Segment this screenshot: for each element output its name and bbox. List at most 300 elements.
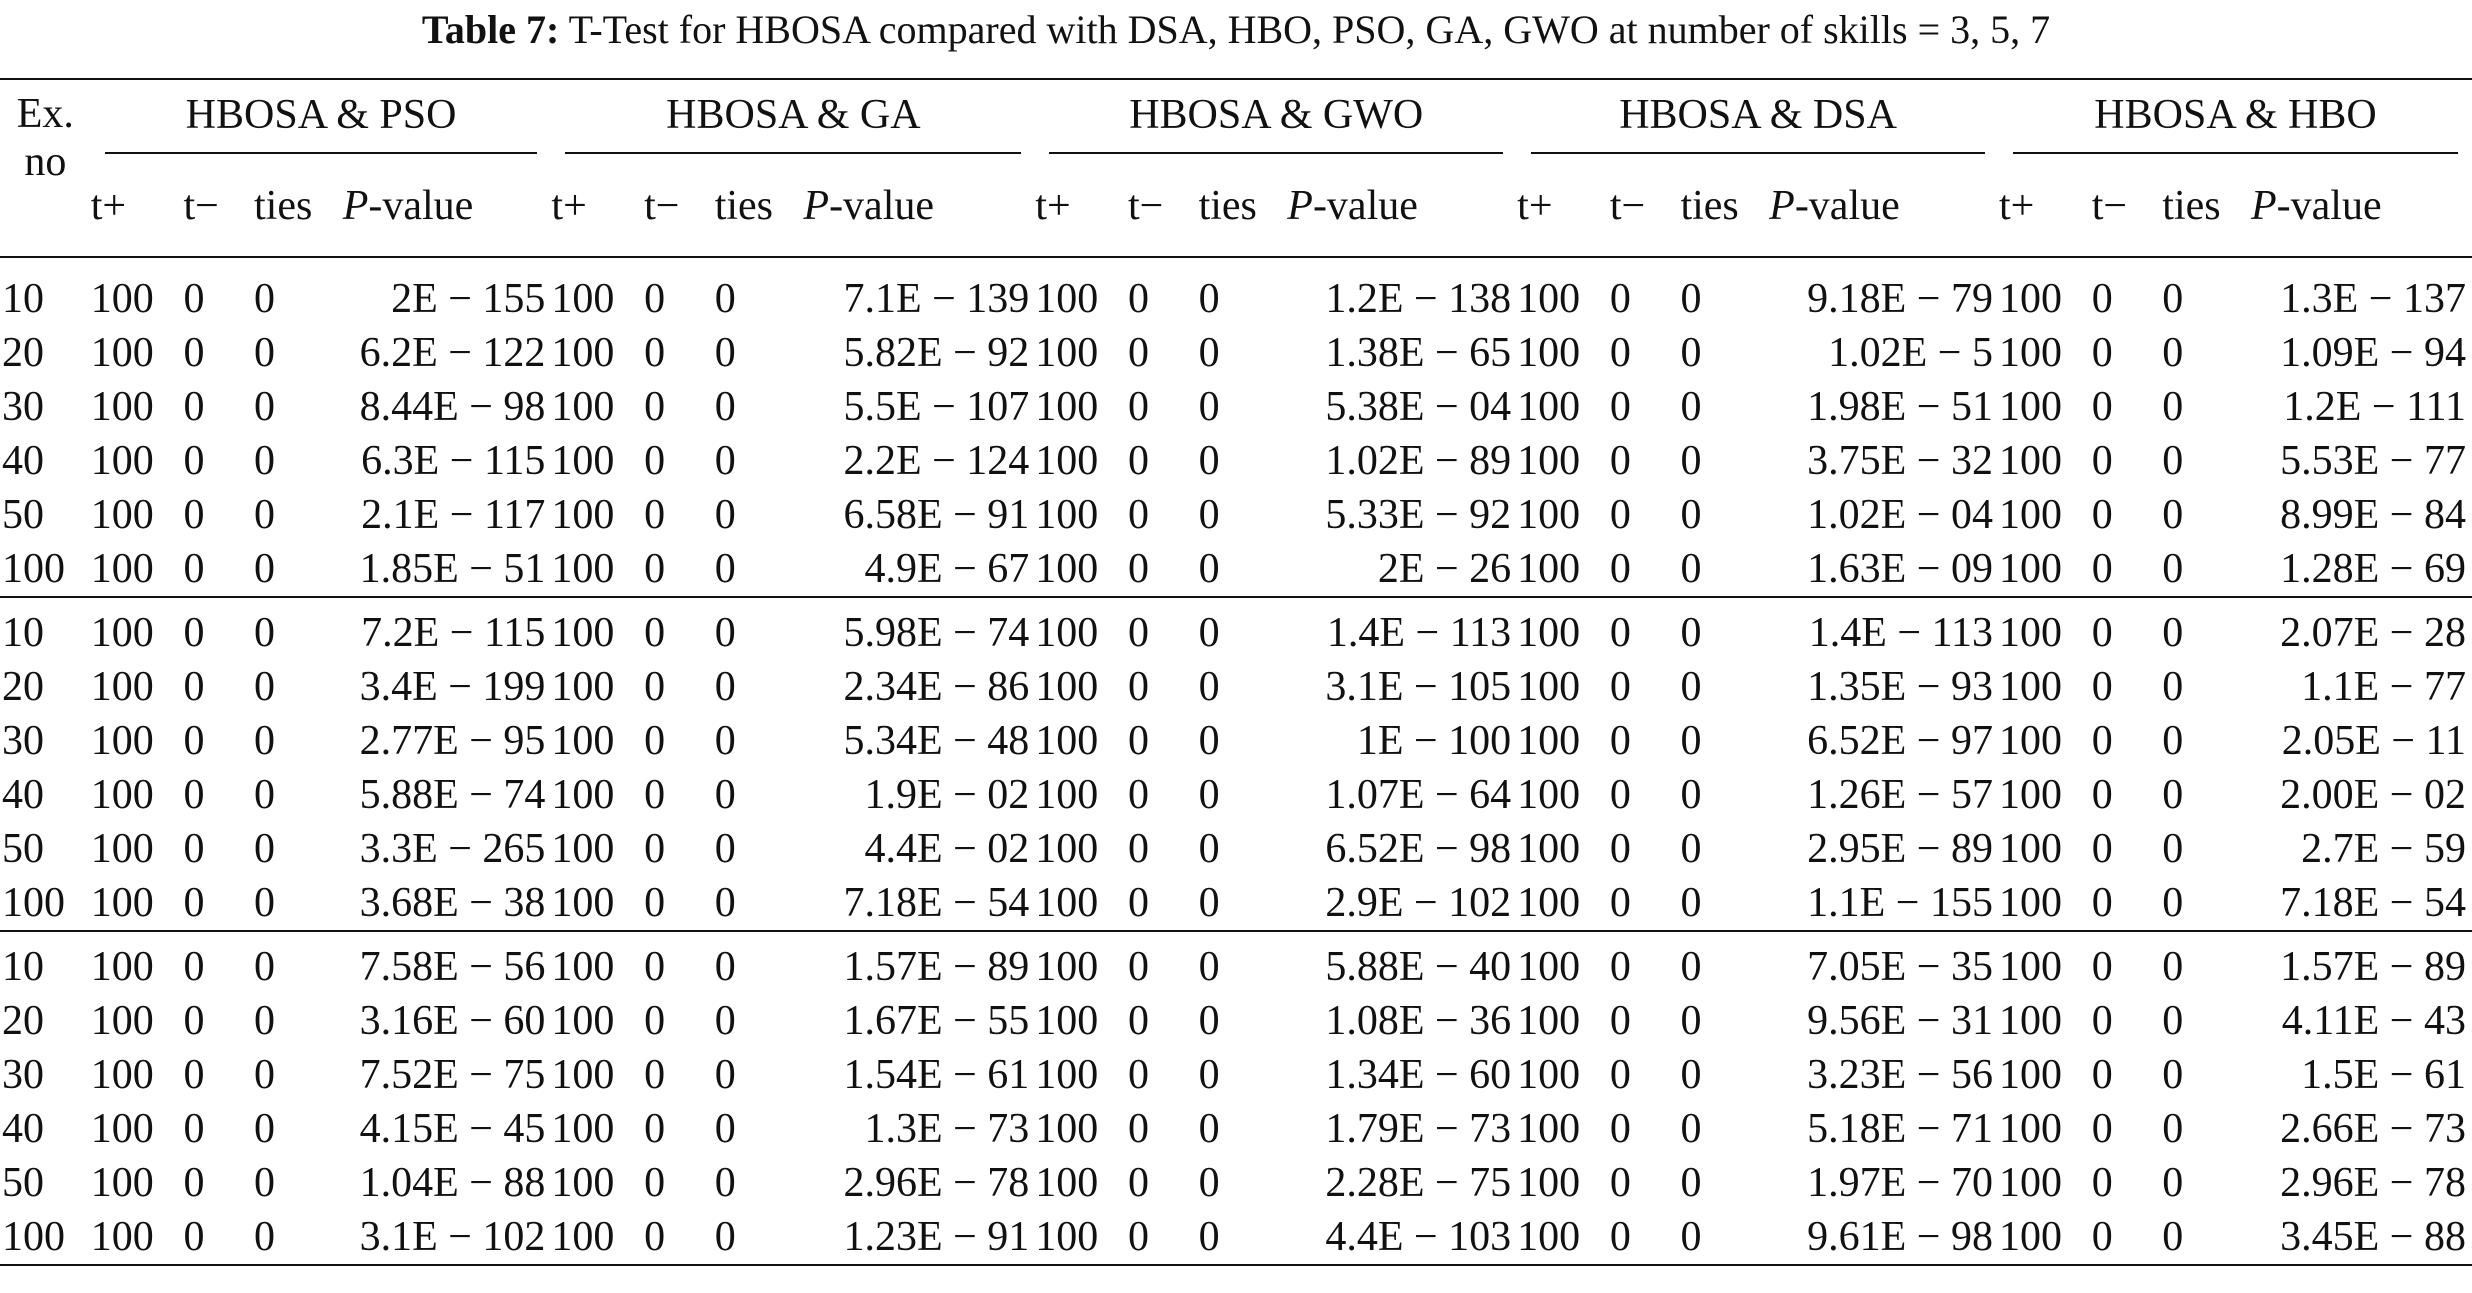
pvalue-cell: 3.23E − 56: [1807, 1052, 1993, 1098]
ties-cell: 0: [254, 492, 276, 538]
tminus-cell: 0: [1609, 384, 1631, 430]
tplus-cell: 100: [551, 880, 615, 926]
tplus-cell: 100: [1517, 998, 1581, 1044]
tminus-cell: 0: [183, 718, 205, 764]
ties-cell: 0: [254, 718, 276, 764]
exno-cell: 20: [2, 998, 44, 1044]
pvalue-cell: 4.4E − 02: [864, 826, 1030, 872]
ties-cell: 0: [254, 330, 276, 376]
tminus-cell: 0: [183, 1052, 205, 1098]
tplus-cell: 100: [1517, 718, 1581, 764]
table-row: [0, 542, 2472, 597]
tminus-cell: 0: [644, 610, 666, 656]
ties-cell: 0: [714, 610, 736, 656]
pvalue-header-rest: -value: [2276, 183, 2382, 229]
exno-cell: 100: [2, 880, 65, 926]
tminus-cell: 0: [1128, 492, 1150, 538]
tplus-cell: 100: [1035, 610, 1099, 656]
pvalue-cell: 8.99E − 84: [2280, 492, 2466, 538]
ties-cell: 0: [714, 1106, 736, 1152]
tminus-cell: 0: [644, 772, 666, 818]
tplus-cell: 100: [1035, 1052, 1099, 1098]
pvalue-cell: 2.34E − 86: [843, 664, 1030, 710]
table-row: [0, 272, 2472, 326]
table-row: [0, 1156, 2472, 1210]
pvalue-cell: 4.11E − 43: [2281, 998, 2466, 1044]
tminus-cell: 0: [1609, 1160, 1631, 1206]
tplus-cell: 100: [1999, 492, 2062, 538]
tplus-cell: 100: [1517, 492, 1581, 538]
ties-cell: 0: [2162, 944, 2184, 990]
ties-cell: 0: [2162, 1106, 2184, 1152]
tminus-cell: 0: [2091, 492, 2113, 538]
tminus-cell: 0: [2091, 276, 2113, 322]
tminus-cell: 0: [644, 546, 666, 592]
tminus-cell: 0: [183, 1160, 205, 1206]
tplus-cell: 100: [1517, 610, 1581, 656]
tminus-cell: 0: [1609, 610, 1631, 656]
ties-cell: 0: [714, 998, 736, 1044]
pvalue-cell: 1.4E − 113: [1808, 610, 1993, 656]
pvalue-cell: 3.16E − 60: [359, 998, 546, 1044]
tplus-cell: 100: [551, 718, 615, 764]
pvalue-cell: 1.1E − 155: [1807, 880, 1993, 926]
pvalue-cell: 1.35E − 93: [1807, 664, 1993, 710]
table-caption: [0, 6, 2472, 54]
tminus-cell: 0: [1128, 826, 1150, 872]
tminus-cell: 0: [1609, 1214, 1631, 1260]
ties-cell: 0: [254, 1214, 276, 1260]
pvalue-cell: 1.09E − 94: [2280, 330, 2466, 376]
pvalue-cell: 5.82E − 92: [843, 330, 1030, 376]
block-separator: [0, 597, 2472, 606]
tminus-cell: 0: [1128, 438, 1150, 484]
tplus-cell: 100: [1035, 330, 1099, 376]
ties-cell: 0: [254, 826, 276, 872]
pvalue-cell: 1.02E − 04: [1807, 492, 1993, 538]
tminus-cell: 0: [1609, 718, 1631, 764]
tplus-cell: 100: [551, 276, 615, 322]
tplus-cell: 100: [90, 772, 154, 818]
tplus-cell: 100: [90, 276, 154, 322]
tplus-cell: 100: [551, 1214, 615, 1260]
ties-cell: 0: [2162, 880, 2184, 926]
pvalue-cell: 2.00E − 02: [2280, 772, 2466, 818]
tminus-cell: 0: [1609, 944, 1631, 990]
ties-cell: 0: [1198, 492, 1220, 538]
pvalue-cell: 4.9E − 67: [864, 546, 1030, 592]
ties-cell: 0: [1680, 944, 1702, 990]
pvalue-cell: 6.2E − 122: [359, 330, 546, 376]
tminus-cell: 0: [644, 1214, 666, 1260]
tplus-header: t+: [1035, 183, 1071, 229]
tminus-cell: 0: [183, 438, 205, 484]
pvalue-cell: 1.98E − 51: [1807, 384, 1993, 430]
pvalue-cell: 2.96E − 78: [2280, 1160, 2466, 1206]
ties-cell: 0: [1198, 546, 1220, 592]
tminus-cell: 0: [644, 664, 666, 710]
tminus-cell: 0: [644, 1106, 666, 1152]
ties-cell: 0: [1680, 330, 1702, 376]
tminus-cell: 0: [183, 276, 205, 322]
tplus-cell: 100: [1517, 276, 1581, 322]
tminus-cell: 0: [1128, 998, 1150, 1044]
exno-cell: 20: [2, 330, 44, 376]
tminus-header: t−: [644, 183, 680, 229]
tplus-cell: 100: [551, 546, 615, 592]
tminus-cell: 0: [2091, 826, 2113, 872]
tplus-cell: 100: [90, 944, 154, 990]
pvalue-header: [1287, 156, 1517, 257]
tminus-cell: 0: [1128, 384, 1150, 430]
pvalue-cell: 1.54E − 61: [843, 1052, 1030, 1098]
tminus-cell: 0: [2091, 944, 2113, 990]
tplus-cell: 100: [1517, 330, 1581, 376]
tminus-cell: 0: [1128, 610, 1150, 656]
ties-cell: 0: [714, 1160, 736, 1206]
tplus-cell: 100: [1999, 276, 2062, 322]
pvalue-cell: 1.2E − 111: [2283, 384, 2466, 430]
tminus-cell: 0: [183, 546, 205, 592]
pvalue-cell: 7.2E − 115: [361, 610, 546, 656]
spacer-row: [0, 257, 2472, 272]
tminus-cell: 0: [2091, 330, 2113, 376]
pvalue-header-rest: -value: [829, 183, 935, 229]
exno-cell: 20: [2, 664, 44, 710]
tplus-cell: 100: [1517, 944, 1581, 990]
tminus-cell: 0: [2091, 1214, 2113, 1260]
pvalue-cell: 7.58E − 56: [359, 944, 546, 990]
table-row: [0, 822, 2472, 876]
pvalue-cell: 9.56E − 31: [1807, 998, 1993, 1044]
pvalue-cell: 2E − 155: [391, 276, 546, 322]
pvalue-cell: 1.1E − 77: [2301, 664, 2466, 710]
exno-header-line1: Ex.: [16, 91, 74, 137]
tminus-cell: 0: [1609, 772, 1631, 818]
tplus-cell: 100: [90, 998, 154, 1044]
tplus-cell: 100: [1999, 826, 2062, 872]
tplus-cell: 100: [90, 438, 154, 484]
table-row: [0, 1210, 2472, 1265]
table-row: [0, 1102, 2472, 1156]
exno-header: [0, 79, 91, 257]
ties-header: ties: [254, 183, 313, 229]
tminus-cell: 0: [644, 1160, 666, 1206]
tplus-cell: 100: [90, 664, 154, 710]
ties-cell: 0: [1198, 384, 1220, 430]
tminus-cell: 0: [644, 384, 666, 430]
pvalue-header-p: P: [342, 183, 369, 229]
ties-cell: 0: [254, 546, 276, 592]
exno-cell: 50: [2, 826, 44, 872]
tplus-cell: 100: [1999, 546, 2062, 592]
tplus-cell: 100: [551, 1160, 615, 1206]
tminus-cell: 0: [183, 1214, 205, 1260]
tplus-cell: 100: [551, 1106, 615, 1152]
ties-header: ties: [1198, 183, 1257, 229]
tplus-cell: 100: [1999, 438, 2062, 484]
tplus-cell: 100: [551, 384, 615, 430]
tminus-cell: 0: [2091, 438, 2113, 484]
tminus-cell: 0: [183, 492, 205, 538]
tplus-cell: 100: [1035, 664, 1099, 710]
tminus-cell: 0: [1128, 1052, 1150, 1098]
tminus-header: t−: [1128, 183, 1164, 229]
group-header-gwo: HBOSA & GWO: [1129, 92, 1424, 138]
tminus-cell: 0: [183, 998, 205, 1044]
exno-cell: 40: [2, 772, 44, 818]
exno-cell: 30: [2, 1052, 44, 1098]
pvalue-header: [1769, 156, 1999, 257]
ties-cell: 0: [1198, 1214, 1220, 1260]
tplus-cell: 100: [1035, 718, 1099, 764]
tplus-cell: 100: [1035, 1214, 1099, 1260]
ties-cell: 0: [254, 610, 276, 656]
pvalue-header: [803, 156, 1035, 257]
ties-cell: 0: [714, 546, 736, 592]
pvalue-cell: 2.96E − 78: [843, 1160, 1030, 1206]
tminus-cell: 0: [2091, 772, 2113, 818]
ties-cell: 0: [1198, 330, 1220, 376]
tminus-cell: 0: [644, 826, 666, 872]
tminus-cell: 0: [1609, 330, 1631, 376]
tminus-cell: 0: [1128, 546, 1150, 592]
exno-cell: 40: [2, 1106, 44, 1152]
pvalue-cell: 7.18E − 54: [2280, 880, 2466, 926]
tplus-cell: 100: [1517, 384, 1581, 430]
tminus-cell: 0: [2091, 880, 2113, 926]
tminus-cell: 0: [2091, 1160, 2113, 1206]
pvalue-cell: 4.4E − 103: [1325, 1214, 1512, 1260]
ties-cell: 0: [1680, 1106, 1702, 1152]
ties-cell: 0: [1680, 492, 1702, 538]
pvalue-cell: 1.57E − 89: [843, 944, 1030, 990]
pvalue-cell: 1.3E − 73: [864, 1106, 1030, 1152]
tminus-cell: 0: [644, 998, 666, 1044]
pvalue-cell: 1.23E − 91: [843, 1214, 1030, 1260]
ties-cell: 0: [2162, 826, 2184, 872]
tplus-cell: 100: [1999, 1052, 2062, 1098]
ties-cell: 0: [1680, 772, 1702, 818]
tminus-cell: 0: [1128, 1160, 1150, 1206]
exno-cell: 30: [2, 718, 44, 764]
pvalue-cell: 1.08E − 36: [1325, 998, 1512, 1044]
tplus-cell: 100: [551, 664, 615, 710]
tminus-cell: 0: [644, 718, 666, 764]
ties-header: ties: [1680, 183, 1739, 229]
tplus-cell: 100: [551, 330, 615, 376]
ties-cell: 0: [1198, 880, 1220, 926]
ties-cell: 0: [1198, 438, 1220, 484]
tplus-cell: 100: [551, 1052, 615, 1098]
ties-cell: 0: [254, 772, 276, 818]
pvalue-cell: 2.9E − 102: [1325, 880, 1512, 926]
tplus-cell: 100: [1517, 1160, 1581, 1206]
ties-cell: 0: [1198, 772, 1220, 818]
ties-cell: 0: [1198, 1160, 1220, 1206]
ties-cell: 0: [1198, 664, 1220, 710]
exno-cell: 10: [2, 276, 44, 322]
ties-cell: 0: [1198, 1106, 1220, 1152]
ties-cell: 0: [1198, 998, 1220, 1044]
table-row: [0, 434, 2472, 488]
ties-cell: 0: [2162, 330, 2184, 376]
exno-cell: 100: [2, 1214, 65, 1260]
tplus-cell: 100: [1999, 1160, 2062, 1206]
table-row: [0, 488, 2472, 542]
tminus-cell: 0: [2091, 384, 2113, 430]
tplus-cell: 100: [551, 826, 615, 872]
pvalue-cell: 1.9E − 02: [864, 772, 1030, 818]
ties-cell: 0: [254, 384, 276, 430]
ttest-table: [0, 78, 2472, 1266]
ties-cell: 0: [714, 1052, 736, 1098]
pvalue-cell: 1.63E − 09: [1807, 546, 1993, 592]
tminus-cell: 0: [1609, 438, 1631, 484]
pvalue-cell: 1.85E − 51: [359, 546, 546, 592]
pvalue-cell: 2.07E − 28: [2280, 610, 2466, 656]
pvalue-cell: 1.04E − 88: [359, 1160, 546, 1206]
tplus-cell: 100: [90, 826, 154, 872]
ties-cell: 0: [714, 1214, 736, 1260]
pvalue-cell: 7.52E − 75: [359, 1052, 546, 1098]
tplus-cell: 100: [1999, 998, 2062, 1044]
tminus-cell: 0: [1609, 664, 1631, 710]
ties-cell: 0: [1680, 718, 1702, 764]
pvalue-cell: 9.18E − 79: [1807, 276, 1993, 322]
tplus-header: t+: [90, 183, 127, 229]
table-row: [0, 326, 2472, 380]
tminus-header: t−: [1609, 183, 1646, 229]
tplus-cell: 100: [90, 880, 154, 926]
tminus-cell: 0: [2091, 998, 2113, 1044]
tplus-cell: 100: [1035, 276, 1099, 322]
pvalue-cell: 4.15E − 45: [359, 1106, 546, 1152]
pvalue-cell: 1.97E − 70: [1807, 1160, 1993, 1206]
tplus-cell: 100: [90, 1214, 154, 1260]
pvalue-cell: 2.77E − 95: [359, 718, 546, 764]
tplus-header: t+: [1517, 183, 1553, 229]
pvalue-cell: 1.57E − 89: [2280, 944, 2466, 990]
ties-cell: 0: [714, 492, 736, 538]
pvalue-cell: 7.05E − 35: [1807, 944, 1993, 990]
tplus-cell: 100: [1999, 772, 2062, 818]
ties-cell: 0: [1680, 610, 1702, 656]
pvalue-cell: 3.68E − 38: [359, 880, 546, 926]
tplus-cell: 100: [551, 492, 615, 538]
pvalue-cell: 2.05E − 11: [2281, 718, 2466, 764]
ties-cell: 0: [714, 944, 736, 990]
exno-cell: 100: [2, 546, 65, 592]
tplus-cell: 100: [551, 610, 615, 656]
tminus-cell: 0: [1128, 1106, 1150, 1152]
table-row: [0, 380, 2472, 434]
pvalue-cell: 2.7E − 59: [2301, 826, 2466, 872]
tplus-cell: 100: [1999, 1106, 2062, 1152]
pvalue-cell: 6.52E − 97: [1807, 718, 1993, 764]
caption-label: Table 7:: [421, 7, 560, 52]
tplus-cell: 100: [1035, 944, 1099, 990]
tminus-cell: 0: [183, 772, 205, 818]
ties-cell: 0: [2162, 1160, 2184, 1206]
tplus-cell: 100: [90, 1160, 154, 1206]
ties-cell: 0: [714, 276, 736, 322]
tminus-header: t−: [2091, 183, 2128, 229]
table-row: [0, 876, 2472, 931]
exno-cell: 50: [2, 1160, 44, 1206]
group-header-ga: HBOSA & GA: [666, 92, 921, 138]
tplus-cell: 100: [90, 546, 154, 592]
tplus-cell: 100: [551, 998, 615, 1044]
tminus-cell: 0: [2091, 718, 2113, 764]
ties-cell: 0: [1680, 664, 1702, 710]
tminus-cell: 0: [1128, 1214, 1150, 1260]
pvalue-header: [343, 156, 552, 257]
ties-cell: 0: [2162, 718, 2184, 764]
tplus-cell: 100: [551, 944, 615, 990]
header-sub-row: [0, 156, 2472, 257]
tplus-cell: 100: [1517, 664, 1581, 710]
tplus-cell: 100: [1517, 546, 1581, 592]
tminus-cell: 0: [644, 438, 666, 484]
tminus-cell: 0: [1128, 944, 1150, 990]
pvalue-cell: 7.1E − 139: [843, 276, 1030, 322]
tminus-cell: 0: [644, 330, 666, 376]
pvalue-cell: 5.33E − 92: [1325, 492, 1512, 538]
ties-cell: 0: [1198, 944, 1220, 990]
pvalue-cell: 2E − 26: [1377, 546, 1512, 592]
block-separator: [0, 931, 2472, 940]
tplus-cell: 100: [1517, 772, 1581, 818]
ties-cell: 0: [254, 880, 276, 926]
tminus-cell: 0: [183, 880, 205, 926]
ties-cell: 0: [254, 998, 276, 1044]
ties-cell: 0: [1680, 546, 1702, 592]
pvalue-cell: 1.67E − 55: [843, 998, 1030, 1044]
tplus-cell: 100: [1999, 880, 2062, 926]
ties-cell: 0: [2162, 610, 2184, 656]
tplus-cell: 100: [1999, 718, 2062, 764]
pvalue-cell: 5.5E − 107: [843, 384, 1030, 430]
tplus-cell: 100: [90, 1052, 154, 1098]
ties-cell: 0: [1680, 1160, 1702, 1206]
pvalue-cell: 1.4E − 113: [1326, 610, 1512, 656]
tplus-cell: 100: [1517, 826, 1581, 872]
ties-cell: 0: [714, 772, 736, 818]
ties-cell: 0: [714, 880, 736, 926]
ties-cell: 0: [2162, 276, 2184, 322]
pvalue-cell: 5.34E − 48: [843, 718, 1030, 764]
tplus-cell: 100: [90, 610, 154, 656]
caption-text: T-Test for HBOSA compared with DSA, HBO, PSO, GA, GWO at number of skills = 3, 5, 7: [568, 7, 2051, 52]
tminus-cell: 0: [1609, 276, 1631, 322]
pvalue-header-p: P: [803, 183, 830, 229]
tplus-cell: 100: [1035, 492, 1099, 538]
tminus-cell: 0: [183, 944, 205, 990]
tminus-cell: 0: [2091, 546, 2113, 592]
tminus-cell: 0: [1128, 330, 1150, 376]
ties-cell: 0: [254, 1160, 276, 1206]
ties-cell: 0: [2162, 664, 2184, 710]
tplus-cell: 100: [1999, 384, 2062, 430]
ties-cell: 0: [714, 718, 736, 764]
table-row: [0, 714, 2472, 768]
pvalue-cell: 1.02E − 5: [1828, 330, 1993, 376]
tplus-cell: 100: [90, 384, 154, 430]
tplus-cell: 100: [1035, 826, 1099, 872]
tplus-cell: 100: [1035, 1106, 1099, 1152]
tminus-cell: 0: [1609, 1106, 1631, 1152]
